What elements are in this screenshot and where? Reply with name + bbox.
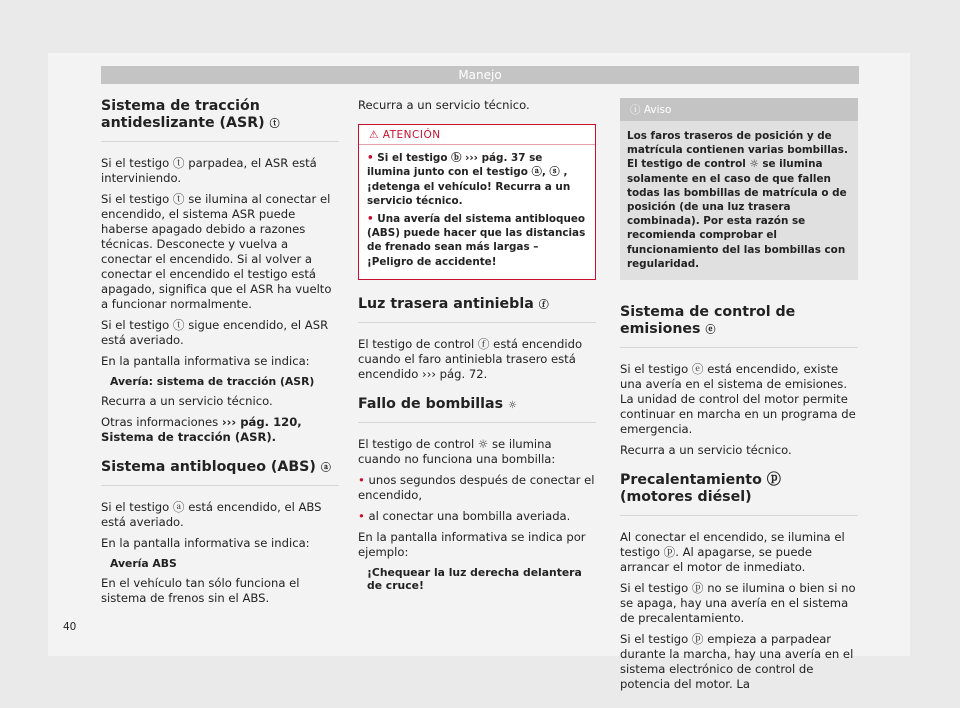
asr-paragraph-2: Si el testigo ⓣ se ilumina al conectar el encendido, el sistema ASR puede haberse apagado debido a razones técnicas. Desconecte y vuelva a conectar el encendido. Si al volver a conectar el encendido el testigo está apagado, significa que el ASR ha vuelto a funcionar normalmente. bbox=[101, 192, 332, 311]
warning-bullet-1: • Si el testigo ⓑ ››› pág. 37 se ilumina junto con el testigo ⓐ, ⓢ , ¡detenga el vehículo! Recurra a un servicio técnico. bbox=[367, 152, 571, 208]
column-3 bbox=[620, 98, 858, 698]
emissions-section-title: Sistema de control de emisiones ⓔ bbox=[620, 304, 858, 348]
abs-paragraph-2: En la pantalla informativa se indica: bbox=[101, 536, 310, 550]
warning-bullet-2: • Una avería del sistema antibloqueo (ABS) puede hacer que las distancias de frenado sean más largas – ¡Peligro de accidente! bbox=[367, 212, 586, 268]
fog-section-title: Luz trasera antiniebla ⓕ bbox=[358, 296, 596, 323]
glow-paragraph-3: Si el testigo ⓟ empieza a parpadear durante la marcha, hay una avería en el sistema electrónico de control de potencia del motor. La bbox=[620, 632, 854, 692]
warning-header: ⚠ ATENCIÓN bbox=[359, 125, 595, 145]
emissions-paragraph-1: Si el testigo ⓔ está encendido, existe una avería en el sistema de emisiones. La unidad de control del motor permite continuar en marcha en un programa de emergencia. bbox=[620, 362, 856, 437]
engine-icon: ⓔ bbox=[705, 325, 716, 337]
abs-paragraph-1: Si el testigo ⓐ está encendido, el ABS está averiado. bbox=[101, 500, 322, 529]
asr-paragraph-5: Recurra a un servicio técnico. bbox=[101, 394, 273, 408]
bulb-paragraph-2: En la pantalla informativa se indica por ejemplo: bbox=[358, 530, 586, 560]
glow-paragraph-2: Si el testigo ⓟ no se ilumina o bien si no se apaga, hay una avería en el sistema de precalentamiento. bbox=[620, 581, 856, 626]
info-icon: ⓘ bbox=[630, 104, 641, 116]
bullet-icon: • bbox=[367, 152, 374, 164]
bullet-icon: • bbox=[358, 473, 365, 488]
column-2 bbox=[358, 98, 596, 598]
abs-section-title: Sistema antibloqueo (ABS) ⓐ bbox=[101, 459, 339, 486]
bulb-display-message: ¡Chequear la luz derecha delantera de cruce! bbox=[367, 566, 582, 593]
rear-fog-icon: ⓕ bbox=[538, 300, 549, 312]
abs-paragraph-3: En el vehículo tan sólo funciona el sistema de frenos sin el ABS. bbox=[101, 576, 300, 605]
asr-display-message: Avería: sistema de tracción (ASR) bbox=[110, 375, 315, 388]
asr-paragraph-4: En la pantalla informativa se indica: bbox=[101, 354, 310, 368]
asr-paragraph-1: Si el testigo ⓣ parpadea, el ASR está interviniendo. bbox=[101, 156, 317, 185]
emissions-paragraph-2: Recurra a un servicio técnico. bbox=[620, 443, 792, 458]
asr-paragraph-3: Si el testigo ⓣ sigue encendido, el ASR está averiado. bbox=[101, 318, 329, 347]
abs-display-message: Avería ABS bbox=[110, 557, 177, 570]
service-paragraph: Recurra a un servicio técnico. bbox=[358, 98, 530, 112]
asr-more-link[interactable]: ››› pág. 120, Sistema de tracción (ASR). bbox=[101, 415, 302, 444]
bulb-bullet-2: • al conectar una bombilla averiada. bbox=[358, 509, 571, 524]
note-header: ⓘ Aviso bbox=[620, 98, 858, 121]
bulb-bullet-1: • unos segundos después de conectar el encendido, bbox=[358, 473, 595, 503]
warning-triangle-icon: ⚠ bbox=[369, 129, 379, 141]
asr-more-info: Otras informaciones ››› pág. 120, Sistema de tracción (ASR). bbox=[101, 415, 302, 444]
bullet-icon: • bbox=[367, 212, 374, 225]
note-body: Los faros traseros de posición y de matrícula contienen varias bombillas. El testigo de control ☼ se ilumina solamente en el caso de que fallen todas las bombillas de matrícula o de posición (de una luz trasera combinada). Por esta razón se recomienda comprobar el funcionamiento del las bombillas con regularidad. bbox=[627, 130, 848, 270]
bullet-icon: • bbox=[358, 509, 365, 524]
asr-icon: ⓣ bbox=[269, 119, 280, 130]
bulb-section-title: Fallo de bombillas ☼ bbox=[358, 396, 596, 423]
warning-body bbox=[359, 145, 595, 279]
page-number: 40 bbox=[63, 621, 77, 633]
column-1 bbox=[101, 98, 339, 612]
page-header: Manejo bbox=[101, 66, 859, 84]
fog-paragraph: El testigo de control ⓕ está encendido cuando el faro antiniebla trasero está encendido ››› pág. 72. bbox=[358, 337, 583, 382]
bulb-icon: ☼ bbox=[507, 400, 517, 412]
bulb-paragraph-1: El testigo de control ☼ se ilumina cuando no funciona una bombilla: bbox=[358, 437, 556, 467]
abs-icon: ⓐ bbox=[320, 463, 331, 474]
asr-section-title: Sistema de tracción antideslizante (ASR) ⓣ bbox=[101, 98, 339, 142]
warning-box bbox=[358, 124, 596, 280]
glow-section-title: Precalentamiento ⓟ (motores diésel) bbox=[620, 472, 858, 516]
glow-paragraph-1: Al conectar el encendido, se ilumina el testigo ⓟ. Al apagarse, se puede arrancar el motor de inmediato. bbox=[620, 530, 845, 575]
note-box bbox=[620, 98, 858, 280]
